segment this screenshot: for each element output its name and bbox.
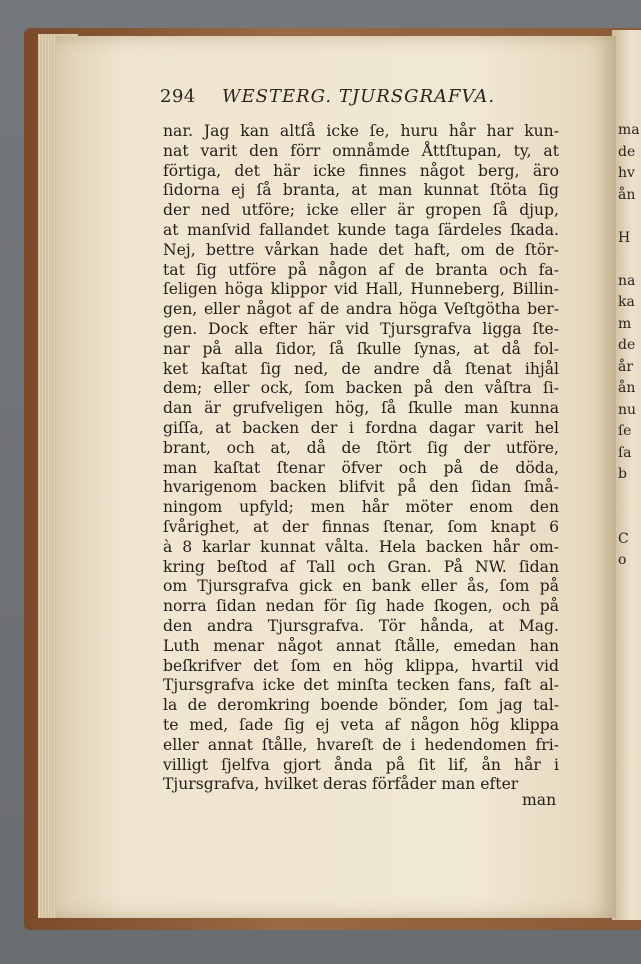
text-line: gen, eller något af de andra höga Veſtgötha ber- xyxy=(163,300,559,319)
page-number: 294 xyxy=(160,86,196,107)
text-line: hvarigenom backen blifvit på den ſidan ſmå- xyxy=(163,478,559,497)
text-line: om Tjursgrafva gick en bank eller ås, ſom på xyxy=(163,577,559,596)
catchword: man xyxy=(522,791,557,809)
facing-page xyxy=(612,30,641,920)
facing-page-fragment: ma xyxy=(618,122,640,138)
text-line: Tjursgrafva, hvilket deras förfåder man efter xyxy=(163,775,519,794)
text-line: der ned utföre; icke eller är gropen ſå djup, xyxy=(163,201,559,220)
facing-page-fragment: hv xyxy=(618,165,635,181)
facing-page-fragment: ſa xyxy=(618,444,632,461)
text-line: gen. Dock efter här vid Tjursgrafva ligga ſte- xyxy=(163,319,559,338)
facing-page-fragment: år xyxy=(618,358,634,375)
text-line: nar på alla ſidor, ſå ſkulle ſynas, at då fol- xyxy=(163,339,559,358)
facing-page-fragment: de xyxy=(618,337,636,353)
text-line: dan är grufveligen hög, ſå ſkulle man kunna xyxy=(163,399,559,418)
text-line: ſvårighet, at der finnas ſtenar, ſom knapt 6 xyxy=(163,517,559,536)
text-line: ſeligen höga klippor vid Hall, Hunneberg, Billin- xyxy=(163,280,559,299)
text-line: förtiga, det här icke finnes något berg, äro xyxy=(163,161,559,180)
text-line: ſidorna ej ſå branta, at man kunnat ſtöta ſig xyxy=(163,181,559,200)
running-title: WESTERG. TJURSGRAFVA. xyxy=(222,86,496,107)
text-line: ket kaſtat ſig ned, de andre då ſtenat ihjål xyxy=(163,359,559,378)
text-line: villigt ſjelfva gjort ånda på ſit lif, ån hår i xyxy=(163,755,559,774)
facing-page-fragment: C xyxy=(618,530,629,547)
facing-page-fragment: b xyxy=(618,466,627,482)
text-line: te med, ſade ſig ej veta af någon hög klippa xyxy=(163,715,559,734)
body-text xyxy=(163,122,559,795)
text-line: tat ſig utföre på någon af de branta och fa- xyxy=(163,260,559,279)
text-line: nar. Jag kan altſå icke ſe, huru hår har kun- xyxy=(163,122,559,140)
text-line: à 8 karlar kunnat vålta. Hela backen hår om- xyxy=(163,537,559,556)
facing-page-fragment: ån xyxy=(618,186,636,203)
facing-page-fragment: ån xyxy=(618,380,636,396)
text-line: Nej, bettre vårkan hade det haft, om de ſtör- xyxy=(163,240,559,259)
text-line: dem; eller ock, ſom backen på den våſtra ſi- xyxy=(163,379,559,398)
text-line: den andra Tjursgrafva. Tör hånda, at Mag. xyxy=(163,616,559,635)
text-line: ningom upfyld; men hår möter enom den xyxy=(163,498,559,517)
text-line: norra ſidan nedan för ſig hade ſkogen, och på xyxy=(163,597,559,616)
text-line: eller annat ſtålle, hvareſt de i hedendomen fri- xyxy=(163,735,559,754)
facing-page-fragment: H xyxy=(618,229,631,246)
text-line: at manſvid fallandet kunde taga ſärdeles ſkada. xyxy=(163,220,559,239)
text-line: Luth menar något annat ſtålle, emedan han xyxy=(163,636,559,655)
text-line: beſkrifver det ſom en hög klippa, hvartil vid xyxy=(163,656,559,675)
facing-page-fragment: ſe xyxy=(618,423,632,439)
facing-page-fragment: m xyxy=(618,315,632,332)
text-line: giſſa, at backen der i fordna dagar varit hel xyxy=(163,418,559,437)
text-line: man kaſtat ſtenar öfver och på de döda, xyxy=(163,458,559,477)
text-line: kring beſtod af Tall och Gran. På NW. ſidan xyxy=(163,557,559,576)
text-line: brant, och at, då de ſtört ſig der utföre, xyxy=(163,438,559,457)
facing-page-fragment: nu xyxy=(618,401,637,418)
facing-page-fragment: o xyxy=(618,552,627,568)
running-header xyxy=(160,86,560,110)
facing-page-fragment: ka xyxy=(618,294,635,310)
text-line: Tjursgrafva icke det minſta tecken fans, faſt al- xyxy=(163,676,559,695)
facing-page-fragment: de xyxy=(618,143,636,160)
text-line: la de deromkring boende bönder, ſom jag tal- xyxy=(163,696,559,715)
text-line: nat varit den förr omnåmde Åttſtupan, ty, at xyxy=(163,141,559,160)
facing-page-fragment: na xyxy=(618,272,636,289)
